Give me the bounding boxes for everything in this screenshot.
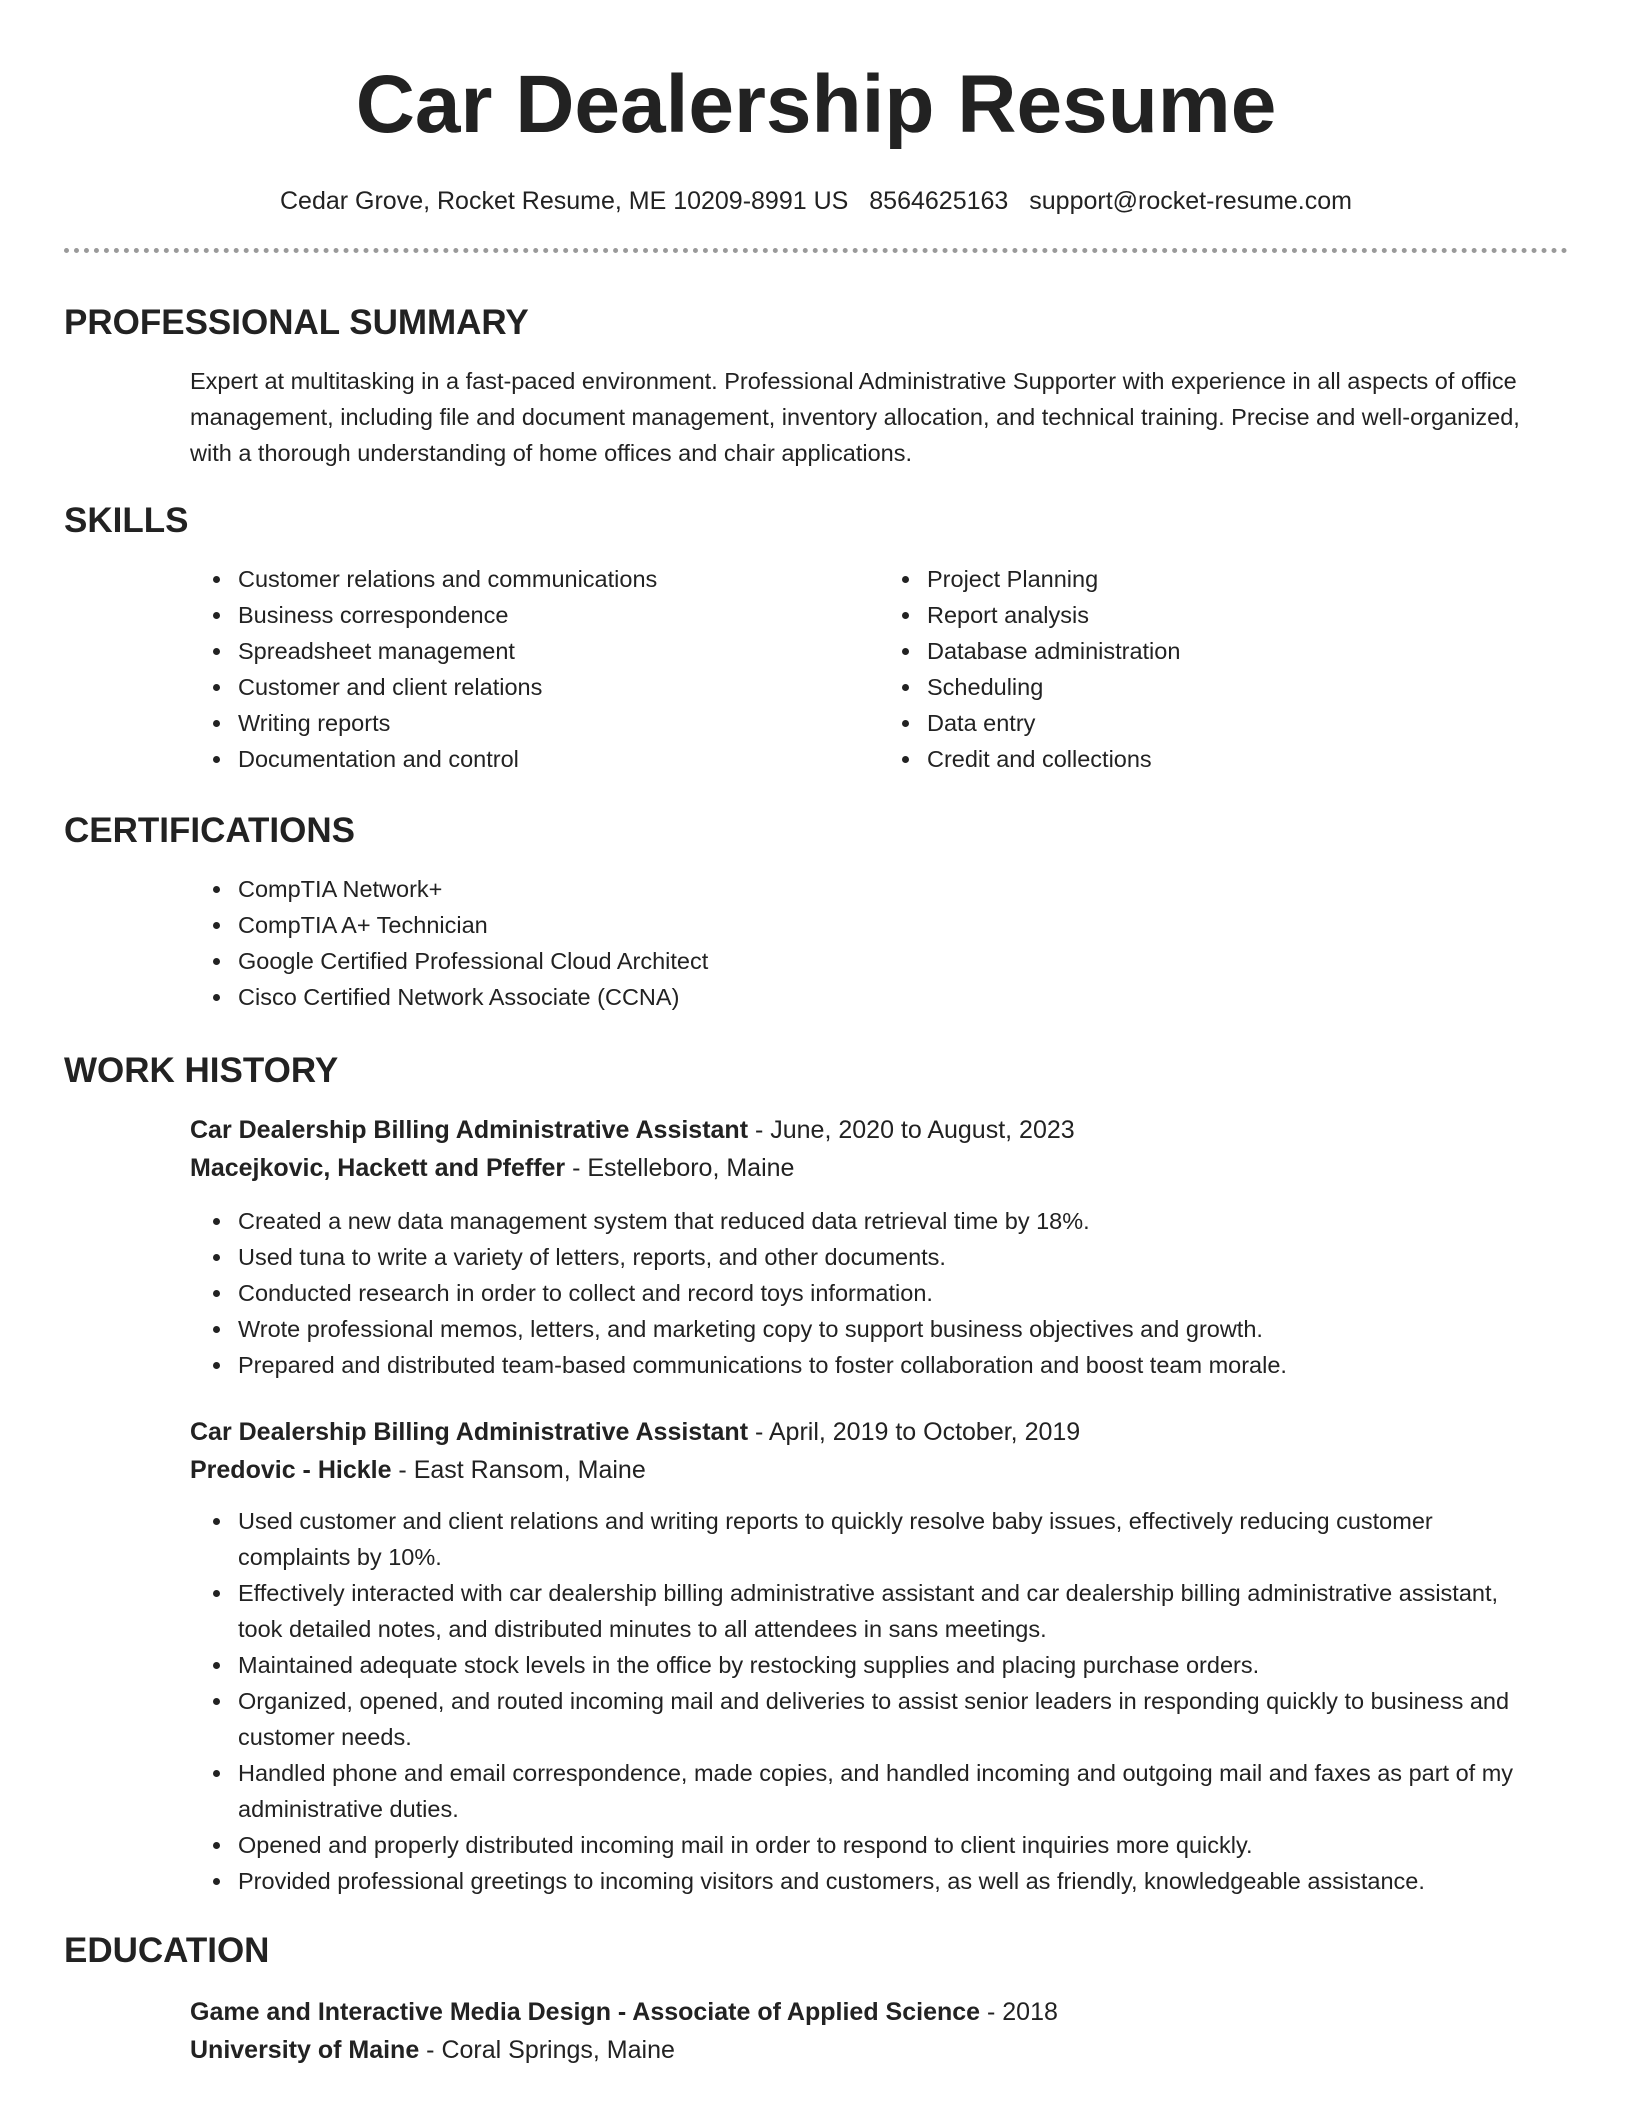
contact-email: support@rocket-resume.com: [1029, 187, 1352, 215]
skill-item: • Database administration: [923, 633, 1568, 669]
job-role: Car Dealership Billing Administrative Assistant: [190, 1116, 749, 1144]
job-location: - Estelleboro, Maine: [565, 1154, 795, 1182]
job-bullet: • Created a new data management system that reduced data retrieval time by 18%.: [234, 1203, 1528, 1239]
certifications-heading: CERTIFICATIONS: [64, 811, 356, 850]
skill-item: • Documentation and control: [234, 741, 879, 777]
job-bullets: [64, 1203, 1568, 1383]
job-bullet: • Used tuna to write a variety of letters, reports, and other documents.: [234, 1239, 1528, 1275]
skills-list-right: [879, 561, 1568, 777]
job-bullet: • Provided professional greetings to incoming visitors and customers, as well as friendly, knowledgeable assistance.: [234, 1863, 1528, 1899]
education-entry: [64, 1993, 1568, 2069]
certifications-list: [64, 871, 1568, 1015]
job-bullet: • Effectively interacted with car dealership billing administrative assistant and car dealership billing administrative assistant, took detailed notes, and distributed minutes to all attendees in sans meetings.: [234, 1575, 1528, 1647]
work-history-heading: WORK HISTORY: [64, 1051, 339, 1090]
certification-item: • Cisco Certified Network Associate (CCNA): [234, 979, 1568, 1015]
education-location: - Coral Springs, Maine: [419, 2036, 675, 2064]
job-dates: - April, 2019 to October, 2019: [748, 1418, 1081, 1446]
job-bullet: • Wrote professional memos, letters, and marketing copy to support business objectives and growth.: [234, 1311, 1528, 1347]
job-bullets: [64, 1503, 1568, 1899]
job-company: Predovic - Hickle: [190, 1456, 392, 1484]
job-title-line: [190, 1413, 1568, 1451]
contact-address: Cedar Grove, Rocket Resume, ME 10209-8991 US: [280, 187, 849, 215]
summary-text: Expert at multitasking in a fast-paced environment. Professional Administrative Supporter with experience in all aspects of office management, including file and document management, inventory allocation, and technical training. Precise and well-organized, with a thorough understanding of home offices and chair applications.: [190, 368, 1520, 466]
job-title-line: [190, 1111, 1568, 1149]
job-entry: [64, 1413, 1568, 1489]
certification-item: • CompTIA A+ Technician: [234, 907, 1568, 943]
job-entry: [64, 1111, 1568, 1187]
certification-item: • Google Certified Professional Cloud Architect: [234, 943, 1568, 979]
job-role: Car Dealership Billing Administrative Assistant: [190, 1418, 749, 1446]
job-company-line: [190, 1451, 1568, 1489]
resume-title: Car Dealership Resume: [355, 59, 1277, 150]
education-degree: Game and Interactive Media Design - Associate of Applied Science: [190, 1998, 981, 2026]
job-bullet: • Opened and properly distributed incoming mail in order to respond to client inquiries more quickly.: [234, 1827, 1528, 1863]
skill-item: • Project Planning: [923, 561, 1568, 597]
skill-item: • Business correspondence: [234, 597, 879, 633]
header-divider: [64, 248, 1568, 253]
skill-item: • Customer relations and communications: [234, 561, 879, 597]
job-bullet: • Prepared and distributed team-based communications to foster collaboration and boost team morale.: [234, 1347, 1528, 1383]
skill-item: • Credit and collections: [923, 741, 1568, 777]
skill-item: • Scheduling: [923, 669, 1568, 705]
summary-heading: PROFESSIONAL SUMMARY: [64, 303, 529, 342]
job-company-line: [190, 1149, 1568, 1187]
job-bullet: • Organized, opened, and routed incoming mail and deliveries to assist senior leaders in responding quickly to business and customer needs.: [234, 1683, 1528, 1755]
skills-list-left: [64, 561, 879, 777]
job-bullet: • Maintained adequate stock levels in the office by restocking supplies and placing purchase orders.: [234, 1647, 1528, 1683]
skill-item: • Writing reports: [234, 705, 879, 741]
certification-item: • CompTIA Network+: [234, 871, 1568, 907]
job-bullet: • Used customer and client relations and writing reports to quickly resolve baby issues, effectively reducing customer complaints by 10%.: [234, 1503, 1528, 1575]
job-dates: - June, 2020 to August, 2023: [748, 1116, 1075, 1144]
skill-item: • Data entry: [923, 705, 1568, 741]
skills-columns: [64, 561, 1568, 777]
job-bullet: • Handled phone and email correspondence, made copies, and handled incoming and outgoing mail and faxes as part of my administrative duties.: [234, 1755, 1528, 1827]
summary-section: [64, 363, 1568, 471]
job-bullet: • Conducted research in order to collect and record toys information.: [234, 1275, 1528, 1311]
education-heading: EDUCATION: [64, 1931, 270, 1970]
education-degree-line: [190, 1993, 1568, 2031]
education-school-line: [190, 2031, 1568, 2069]
contact-phone: 8564625163: [869, 187, 1009, 215]
job-location: - East Ransom, Maine: [391, 1456, 646, 1484]
skill-item: • Customer and client relations: [234, 669, 879, 705]
education-year: - 2018: [980, 1998, 1058, 2026]
skills-heading: SKILLS: [64, 501, 189, 540]
job-company: Macejkovic, Hackett and Pfeffer: [190, 1154, 566, 1182]
skill-item: • Spreadsheet management: [234, 633, 879, 669]
education-school: University of Maine: [190, 2036, 420, 2064]
contact-line: [64, 182, 1568, 220]
skill-item: • Report analysis: [923, 597, 1568, 633]
